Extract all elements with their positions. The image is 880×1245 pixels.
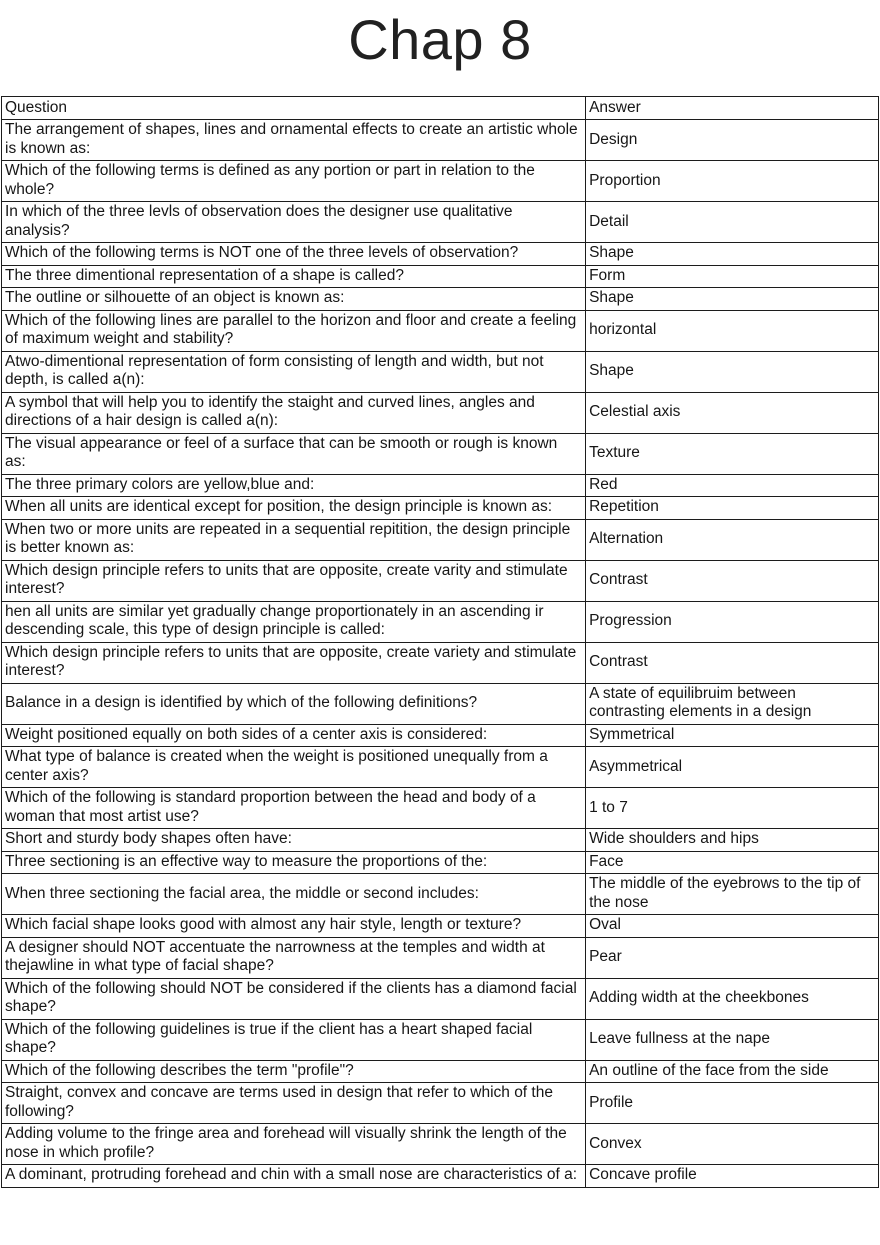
question-cell: Which design principle refers to units that are opposite, create varity and stimulate interest? <box>2 560 586 601</box>
answer-cell: Contrast <box>586 560 879 601</box>
table-row <box>2 1019 879 1060</box>
question-cell: The arrangement of shapes, lines and ornamental effects to create an artistic whole is known as: <box>2 120 586 161</box>
table-row <box>2 265 879 288</box>
table-row <box>2 120 879 161</box>
answer-cell: The middle of the eyebrows to the tip of the nose <box>586 874 879 915</box>
answer-cell: Adding width at the cheekbones <box>586 978 879 1019</box>
answer-cell: An outline of the face from the side <box>586 1060 879 1083</box>
question-cell: Which facial shape looks good with almost any hair style, length or texture? <box>2 915 586 938</box>
answer-cell: Face <box>586 851 879 874</box>
question-cell: Which of the following is standard proportion between the head and body of a woman that most artist use? <box>2 788 586 829</box>
answer-cell: Pear <box>586 937 879 978</box>
table-row <box>2 497 879 520</box>
answer-cell: Concave profile <box>586 1165 879 1188</box>
table-header-row <box>2 97 879 120</box>
table-row <box>2 560 879 601</box>
question-cell: What type of balance is created when the weight is positioned unequally from a center axis? <box>2 747 586 788</box>
answer-cell: Progression <box>586 601 879 642</box>
answer-cell: horizontal <box>586 310 879 351</box>
table-row <box>2 433 879 474</box>
question-cell: In which of the three levls of observation does the designer use qualitative analysis? <box>2 202 586 243</box>
table-row <box>2 874 879 915</box>
table-row <box>2 724 879 747</box>
answer-cell: Form <box>586 265 879 288</box>
answer-cell: Celestial axis <box>586 392 879 433</box>
answer-cell: Symmetrical <box>586 724 879 747</box>
answer-cell: Shape <box>586 288 879 311</box>
answer-cell: Texture <box>586 433 879 474</box>
question-cell: Which of the following lines are parallel to the horizon and floor and create a feeling of maximum weight and stability? <box>2 310 586 351</box>
answer-cell: Contrast <box>586 642 879 683</box>
table-row <box>2 788 879 829</box>
table-row <box>2 351 879 392</box>
question-cell: Which of the following terms is defined as any portion or part in relation to the whole? <box>2 161 586 202</box>
question-cell: When three sectioning the facial area, the middle or second includes: <box>2 874 586 915</box>
answer-cell: Leave fullness at the nape <box>586 1019 879 1060</box>
question-cell: A dominant, protruding forehead and chin with a small nose are characteristics of a: <box>2 1165 586 1188</box>
question-cell: Adding volume to the fringe area and forehead will visually shrink the length of the nose in which profile? <box>2 1124 586 1165</box>
question-cell: Weight positioned equally on both sides of a center axis is considered: <box>2 724 586 747</box>
question-cell: Which of the following should NOT be considered if the clients has a diamond facial shape? <box>2 978 586 1019</box>
table-row <box>2 642 879 683</box>
table-row <box>2 519 879 560</box>
table-row <box>2 1083 879 1124</box>
answer-cell: Shape <box>586 351 879 392</box>
answer-cell: Red <box>586 474 879 497</box>
question-cell: The visual appearance or feel of a surface that can be smooth or rough is known as: <box>2 433 586 474</box>
answer-cell: Design <box>586 120 879 161</box>
table-row <box>2 392 879 433</box>
answer-column-header: Answer <box>586 97 879 120</box>
answer-cell: Alternation <box>586 519 879 560</box>
answer-cell: Repetition <box>586 497 879 520</box>
table-row <box>2 683 879 724</box>
question-cell: Three sectioning is an effective way to measure the proportions of the: <box>2 851 586 874</box>
qa-table-body <box>2 120 879 1188</box>
question-cell: Atwo-dimentional representation of form consisting of length and width, but not depth, is called a(n): <box>2 351 586 392</box>
table-row <box>2 829 879 852</box>
question-cell: When two or more units are repeated in a sequential repitition, the design principle is better known as: <box>2 519 586 560</box>
question-column-header: Question <box>2 97 586 120</box>
question-cell: The three dimentional representation of a shape is called? <box>2 265 586 288</box>
question-cell: hen all units are similar yet gradually change proportionately in an ascending ir descending scale, this type of design principle is called: <box>2 601 586 642</box>
table-row <box>2 747 879 788</box>
question-cell: A designer should NOT accentuate the narrowness at the temples and width at thejawline in what type of facial shape? <box>2 937 586 978</box>
page-title: Chap 8 <box>348 8 532 71</box>
table-row <box>2 474 879 497</box>
table-row <box>2 1060 879 1083</box>
table-row <box>2 161 879 202</box>
question-cell: Short and sturdy body shapes often have: <box>2 829 586 852</box>
question-cell: The three primary colors are yellow,blue and: <box>2 474 586 497</box>
question-cell: Which of the following terms is NOT one of the three levels of observation? <box>2 243 586 266</box>
answer-cell: Shape <box>586 243 879 266</box>
question-cell: Which of the following guidelines is true if the client has a heart shaped facial shape? <box>2 1019 586 1060</box>
table-row <box>2 310 879 351</box>
answer-cell: A state of equilibruim between contrasting elements in a design <box>586 683 879 724</box>
table-row <box>2 1124 879 1165</box>
answer-cell: 1 to 7 <box>586 788 879 829</box>
question-cell: Which design principle refers to units that are opposite, create variety and stimulate interest? <box>2 642 586 683</box>
answer-cell: Asymmetrical <box>586 747 879 788</box>
question-cell: Balance in a design is identified by which of the following definitions? <box>2 683 586 724</box>
table-row <box>2 202 879 243</box>
table-row <box>2 243 879 266</box>
answer-cell: Wide shoulders and hips <box>586 829 879 852</box>
answer-cell: Proportion <box>586 161 879 202</box>
table-row <box>2 1165 879 1188</box>
question-cell: Which of the following describes the term "profile"? <box>2 1060 586 1083</box>
answer-cell: Profile <box>586 1083 879 1124</box>
answer-cell: Detail <box>586 202 879 243</box>
question-answer-table <box>1 96 879 1188</box>
question-cell: The outline or silhouette of an object is known as: <box>2 288 586 311</box>
table-row <box>2 288 879 311</box>
answer-cell: Convex <box>586 1124 879 1165</box>
table-row <box>2 915 879 938</box>
table-row <box>2 978 879 1019</box>
question-cell: A symbol that will help you to identify the staight and curved lines, angles and directions of a hair design is called a(n): <box>2 392 586 433</box>
table-row <box>2 601 879 642</box>
question-cell: When all units are identical except for position, the design principle is known as: <box>2 497 586 520</box>
table-row <box>2 937 879 978</box>
answer-cell: Oval <box>586 915 879 938</box>
table-row <box>2 851 879 874</box>
question-cell: Straight, convex and concave are terms used in design that refer to which of the following? <box>2 1083 586 1124</box>
